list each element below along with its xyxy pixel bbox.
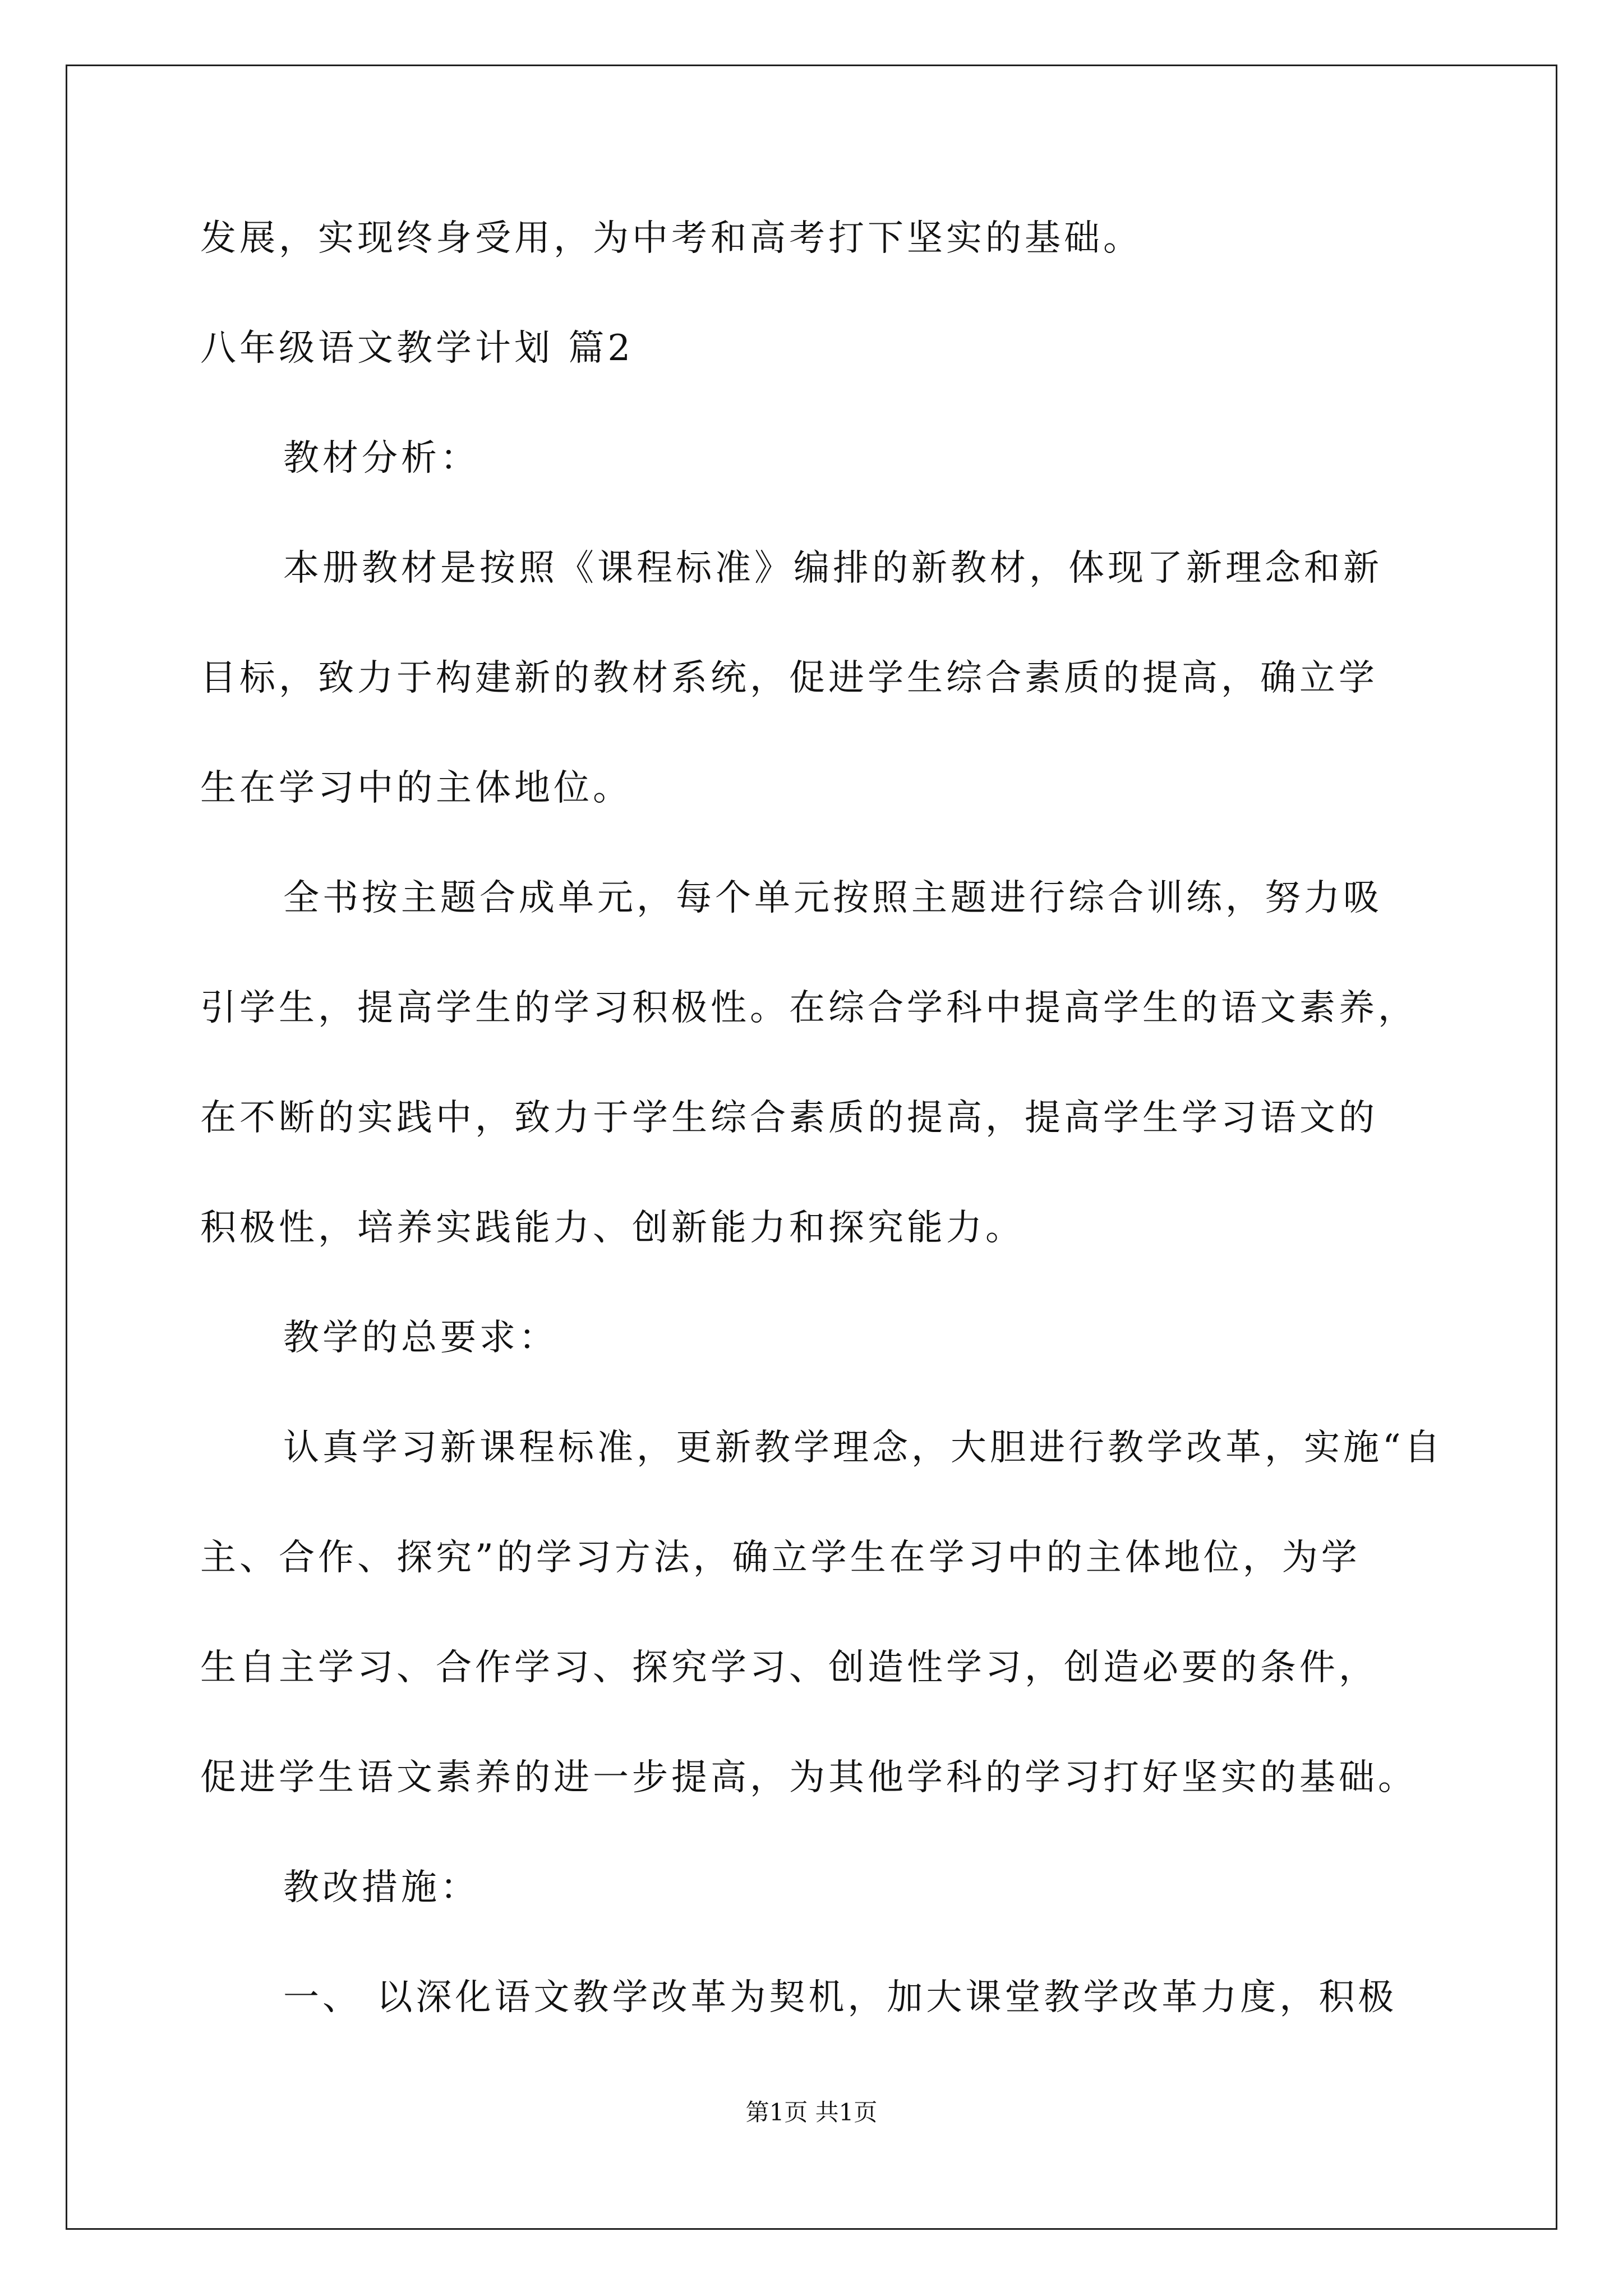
subheading-teaching-requirements: 教学的总要求：: [283, 1317, 558, 1359]
paragraph-line: 发展，实现终身受用，为中考和高考打下坚实的基础。: [200, 218, 1142, 259]
paragraph-line: 目标，致力于构建新的教材系统，促进学生综合素质的提高，确立学: [200, 657, 1378, 699]
page-number-footer: 第1页 共1页: [745, 2099, 878, 2126]
paragraph-line: 全书按主题合成单元，每个单元按照主题进行综合训练，努力吸: [283, 877, 1382, 919]
paragraph-line: 本册教材是按照《课程标准》编排的新教材，体现了新理念和新: [283, 547, 1382, 589]
paragraph-line: 生在学习中的主体地位。: [200, 767, 632, 809]
paragraph-line: 认真学习新课程标准，更新教学理念，大胆进行教学改革，实施“自: [283, 1427, 1444, 1469]
paragraph-line: 主、合作、探究”的学习方法，确立学生在学习中的主体地位，为学: [200, 1537, 1361, 1579]
paragraph-line: 积极性，培养实践能力、创新能力和探究能力。: [200, 1207, 1025, 1249]
subheading-reform-measures: 教改措施：: [283, 1867, 479, 1908]
list-item: 一、 以深化语文教学改革为契机，加大课堂教学改革力度，积极: [283, 1977, 1398, 2018]
subheading-textbook-analysis: 教材分析：: [283, 438, 479, 479]
paragraph-line: 引学生，提高学生的学习积极性。在综合学科中提高学生的语文素养，: [200, 987, 1417, 1029]
paragraph-line: 促进学生语文素养的进一步提高，为其他学科的学习打好坚实的基础。: [200, 1757, 1417, 1798]
paragraph-line: 生自主学习、合作学习、探究学习、创造性学习，创造必要的条件，: [200, 1647, 1378, 1688]
section-heading: 八年级语文教学计划 篇2: [200, 328, 634, 369]
paragraph-line: 在不断的实践中，致力于学生综合素质的提高，提高学生学习语文的: [200, 1097, 1378, 1139]
